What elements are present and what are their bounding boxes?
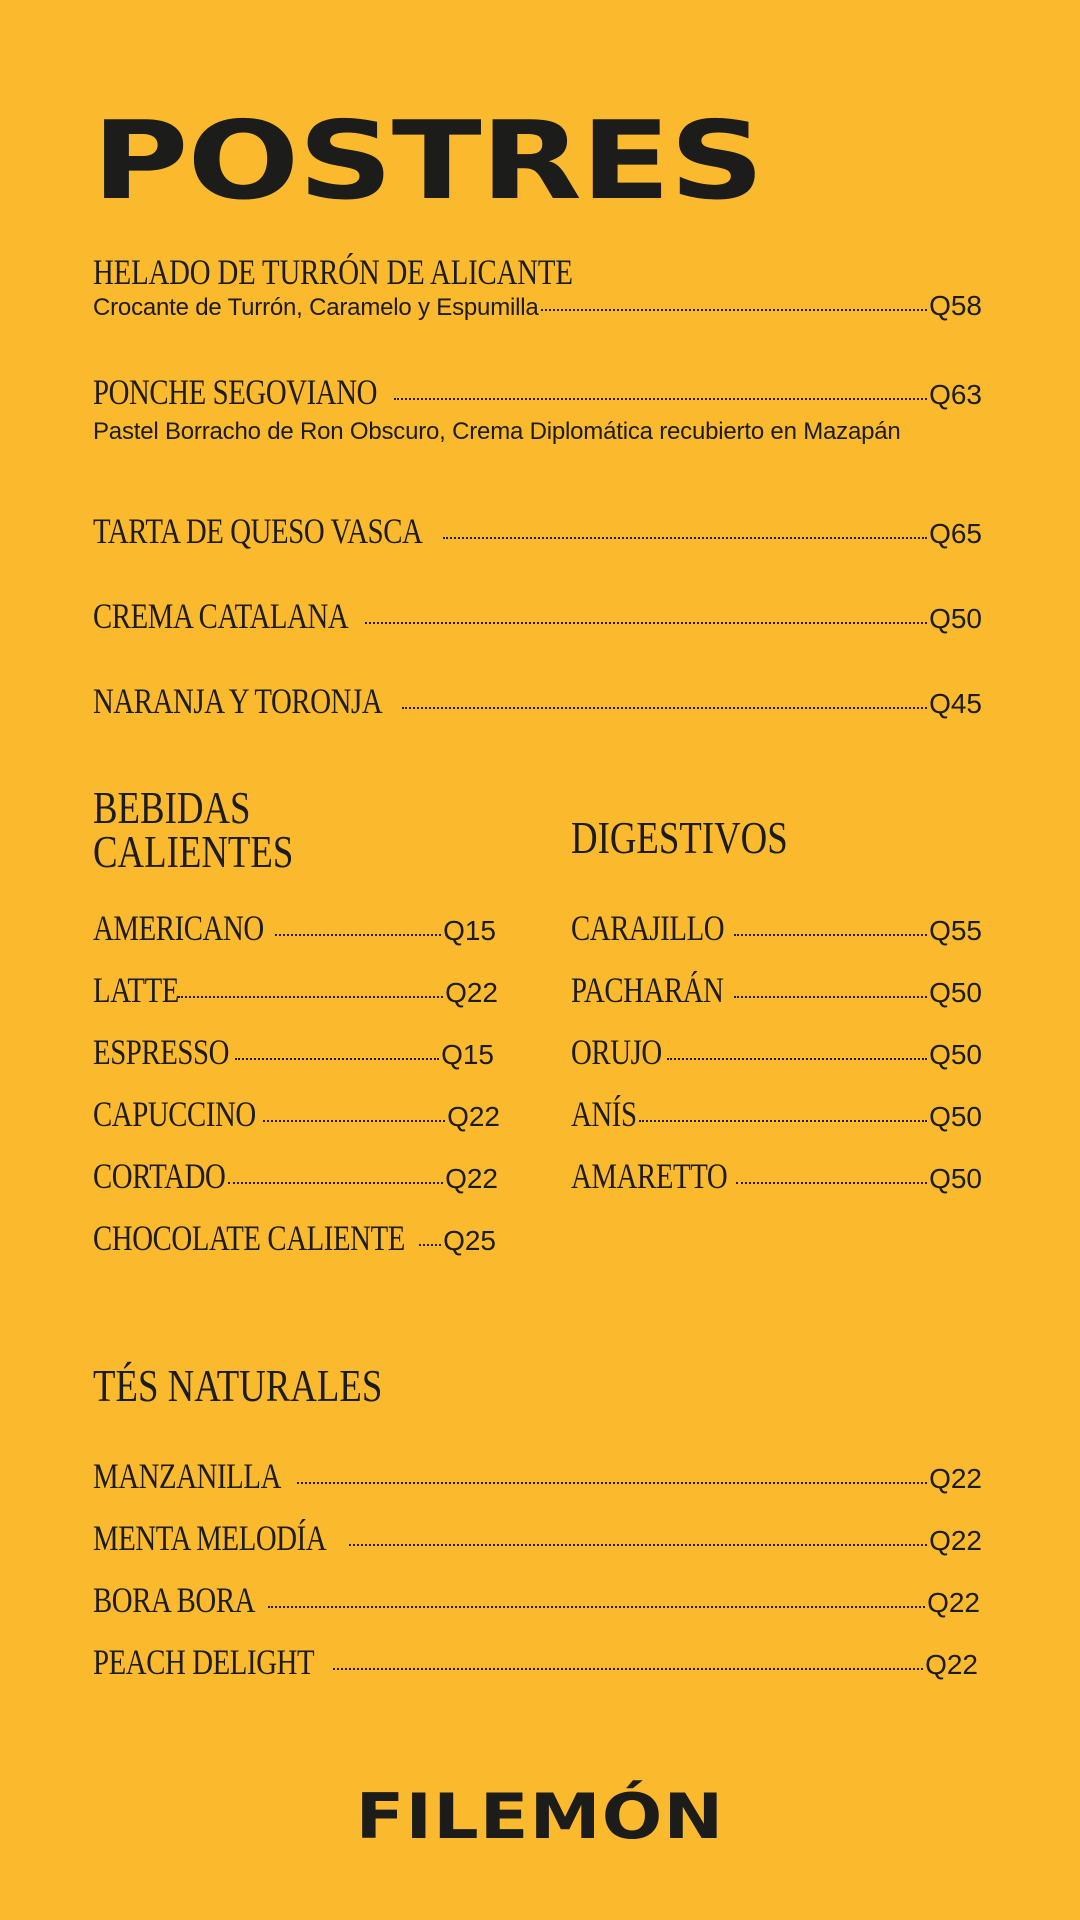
menu-item-name: MENTA MELODÍA	[93, 1518, 327, 1558]
menu-item-row	[93, 371, 982, 413]
menu-item-row	[571, 1093, 982, 1135]
menu-item-name: CARAJILLO	[571, 908, 725, 948]
dot-leader	[639, 1120, 927, 1122]
dot-leader	[394, 398, 927, 400]
menu-item-price: Q15	[443, 915, 496, 946]
dot-leader	[235, 1058, 439, 1060]
dot-leader	[228, 1182, 443, 1184]
menu-item-name: ORUJO	[571, 1032, 662, 1072]
menu-item-row	[93, 595, 982, 637]
menu-item-price: Q50	[929, 1039, 982, 1070]
menu-item-price: Q50	[929, 603, 982, 634]
menu-item-price: Q65	[929, 518, 982, 549]
menu-item-description: Crocante de Turrón, Caramelo y Espumilla	[93, 294, 539, 321]
section-title-digestivos: DIGESTIVOS	[571, 812, 788, 863]
menu-item-price: Q25	[443, 1225, 496, 1256]
menu-item-name: PEACH DELIGHT	[93, 1642, 315, 1682]
menu-item-row	[571, 907, 982, 949]
menu-item-name: HELADO DE TURRÓN DE ALICANTE	[93, 252, 573, 292]
dot-leader	[734, 996, 927, 998]
menu-item-row	[93, 1155, 498, 1197]
menu-item-name: CREMA CATALANA	[93, 596, 349, 636]
section-title-tes-naturales: TÉS NATURALES	[93, 1360, 383, 1411]
menu-item-name: TARTA DE QUESO VASCA	[93, 511, 423, 551]
menu-item-price: Q58	[929, 290, 982, 321]
dot-leader	[365, 622, 927, 624]
dot-leader	[178, 996, 443, 998]
menu-item-name: ESPRESSO	[93, 1032, 230, 1072]
dot-leader	[333, 1668, 923, 1670]
menu-item-row	[93, 1093, 500, 1135]
menu-item-name: AMERICANO	[93, 908, 264, 948]
menu-item-price: Q22	[925, 1649, 978, 1680]
menu-item-name: CAPUCCINO	[93, 1094, 256, 1134]
dot-leader	[736, 1182, 927, 1184]
menu-item-name: AMARETTO	[571, 1156, 728, 1196]
menu-item-row	[93, 510, 982, 552]
menu-item-price: Q55	[929, 915, 982, 946]
page-title: POSTRES	[92, 99, 764, 224]
dot-leader	[541, 309, 928, 311]
menu-item-price: Q22	[445, 1163, 498, 1194]
dot-leader	[275, 934, 442, 936]
menu-item-price: Q22	[927, 1587, 980, 1618]
menu-item-row	[93, 290, 982, 322]
menu-item-row	[93, 1641, 978, 1683]
dot-leader	[402, 707, 928, 709]
menu-item-description: Pastel Borracho de Ron Obscuro, Crema Diplomática recubierto en Mazapán	[93, 418, 901, 445]
menu-item-price: Q50	[929, 977, 982, 1008]
menu-item-name: CORTADO	[93, 1156, 226, 1196]
dot-leader	[443, 537, 927, 539]
menu-item-row	[571, 969, 982, 1011]
section-title-line: CALIENTES	[93, 826, 294, 877]
menu-item-price: Q50	[929, 1101, 982, 1132]
menu-item-price: Q22	[445, 977, 498, 1008]
menu-item-row	[93, 907, 496, 949]
dot-leader	[734, 934, 928, 936]
dot-leader	[263, 1120, 446, 1122]
dot-leader	[667, 1058, 928, 1060]
menu-item-name: MANZANILLA	[93, 1456, 281, 1496]
menu-item-price: Q22	[929, 1525, 982, 1556]
menu-item-price: Q22	[929, 1463, 982, 1494]
menu-item-price: Q50	[929, 1163, 982, 1194]
menu-item-name: BORA BORA	[93, 1580, 256, 1620]
menu-item-row	[571, 1155, 982, 1197]
menu-item-row	[93, 969, 498, 1011]
menu-item-name: NARANJA Y TORONJA	[93, 681, 383, 721]
menu-item-price: Q22	[447, 1101, 500, 1132]
dot-leader	[349, 1544, 927, 1546]
menu-item-name: PONCHE SEGOVIANO	[93, 372, 378, 412]
menu-item-row	[93, 1517, 982, 1559]
dot-leader	[268, 1606, 926, 1608]
menu-item-row	[93, 1579, 980, 1621]
menu-item-row	[93, 1217, 496, 1259]
menu-item-row	[93, 1455, 982, 1497]
dot-leader	[297, 1482, 927, 1484]
brand-logo: FILEMÓN	[355, 1780, 725, 1853]
menu-item-row	[571, 1031, 982, 1073]
menu-item-row	[93, 1031, 494, 1073]
menu-item-name: LATTE	[93, 970, 179, 1010]
menu-item-price: Q45	[929, 688, 982, 719]
menu-item-name: CHOCOLATE CALIENTE	[93, 1218, 405, 1258]
section-title-line: BEBIDAS	[93, 782, 251, 833]
dot-leader	[419, 1244, 441, 1246]
menu-item-name: PACHARÁN	[571, 970, 724, 1010]
menu-item-price: Q15	[441, 1039, 494, 1070]
menu-item-row	[93, 680, 982, 722]
menu-item-name: ANÍS	[571, 1094, 637, 1134]
menu-item-price: Q63	[929, 379, 982, 410]
section-title-bebidas-calientes	[93, 782, 294, 877]
